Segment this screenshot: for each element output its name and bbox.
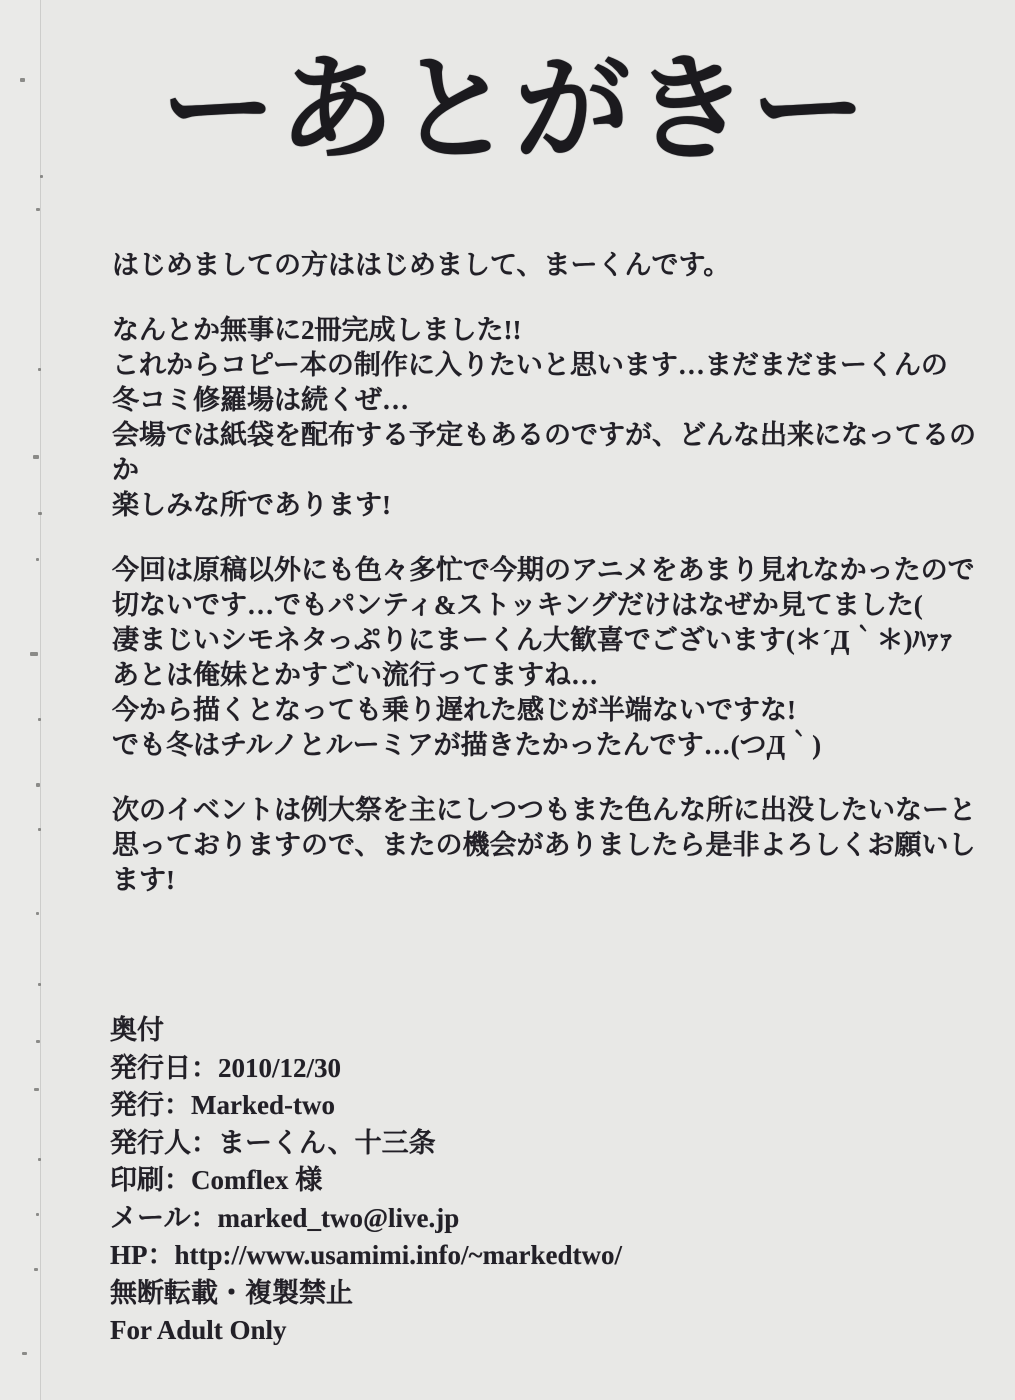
scan-speck bbox=[38, 512, 42, 515]
scan-speck bbox=[34, 1088, 39, 1091]
text-line: 切ないです…でもパンティ&ストッキングだけはなぜか見てました( bbox=[112, 590, 923, 620]
paragraph-anime bbox=[112, 553, 985, 763]
scan-edge-line bbox=[40, 0, 41, 1400]
scan-speck bbox=[38, 368, 41, 371]
scan-speck bbox=[38, 828, 41, 831]
scan-speck bbox=[22, 1352, 27, 1355]
paragraph-next-event bbox=[112, 793, 985, 898]
colophon-authors: 発行人：まーくん、十三条 bbox=[110, 1127, 436, 1158]
scan-speck bbox=[36, 208, 40, 211]
scan-speck bbox=[36, 1213, 39, 1216]
text-line: 凄まじいシモネタっぷりにまーくん大歓喜でございます(＊´Д｀＊)ﾊｧｧ bbox=[112, 625, 953, 655]
text-line: はじめましての方ははじめまして、まーくんです。 bbox=[112, 250, 731, 280]
text-line: 次のイベントは例大祭を主にしつつもまた色んな所に出没したいなーと bbox=[112, 795, 976, 825]
colophon-no-reproduction-notice: 無断転載・複製禁止 bbox=[110, 1277, 353, 1308]
text-line: あとは俺妹とかすごい流行ってますね… bbox=[112, 660, 598, 690]
scan-speck bbox=[36, 912, 39, 915]
afterword-body bbox=[112, 248, 985, 928]
colophon-publisher: 発行：Marked-two bbox=[110, 1090, 335, 1120]
paragraph-greeting bbox=[112, 248, 985, 283]
text-line: でも冬はチルノとルーミアが描きたかったんです…(つД｀) bbox=[112, 730, 822, 760]
scan-speck bbox=[33, 455, 39, 459]
colophon-homepage: HP：http://www.usamimi.info/~markedtwo/ bbox=[110, 1240, 623, 1270]
text-line: 会場では紙袋を配布する予定もあるのですが、どんな出来になってるのか bbox=[112, 420, 976, 485]
paragraph-completion bbox=[112, 313, 985, 523]
text-line: 冬コミ修羅場は続くぜ… bbox=[112, 385, 409, 415]
page-title: ーあとがきー bbox=[160, 47, 869, 175]
text-line: 今から描くとなっても乗り遅れた感じが半端ないですな! bbox=[112, 695, 796, 725]
scan-speck bbox=[36, 558, 39, 561]
text-line: 楽しみな所であります! bbox=[112, 490, 391, 520]
scan-speck bbox=[34, 1268, 38, 1271]
scan-speck bbox=[38, 1158, 41, 1161]
colophon-publish-date: 発行日：2010/12/30 bbox=[110, 1052, 342, 1083]
text-line: 今回は原稿以外にも色々多忙で今期のアニメをあまり見れなかったので bbox=[112, 555, 975, 585]
scan-speck bbox=[30, 652, 38, 656]
scan-edge-strip bbox=[0, 0, 40, 1400]
colophon-heading: 奥付 bbox=[110, 1015, 164, 1045]
text-line: なんとか無事に2冊完成しました!! bbox=[112, 315, 522, 345]
scan-speck bbox=[36, 783, 40, 787]
text-line: これからコピー本の制作に入りたいと思います…まだまだまーくんの bbox=[112, 350, 948, 380]
scan-speck bbox=[38, 983, 41, 986]
scan-speck bbox=[36, 1040, 40, 1043]
text-line: 思っておりますので、またの機会がありましたら是非よろしくお願いします! bbox=[112, 830, 976, 895]
colophon-adult-only-notice: For Adult Only bbox=[110, 1315, 287, 1345]
scan-speck bbox=[38, 718, 41, 721]
colophon bbox=[110, 1012, 985, 1350]
colophon-email: メール：marked_two@live.jp bbox=[110, 1202, 460, 1233]
colophon-printer: 印刷：Comflex 様 bbox=[110, 1165, 323, 1195]
